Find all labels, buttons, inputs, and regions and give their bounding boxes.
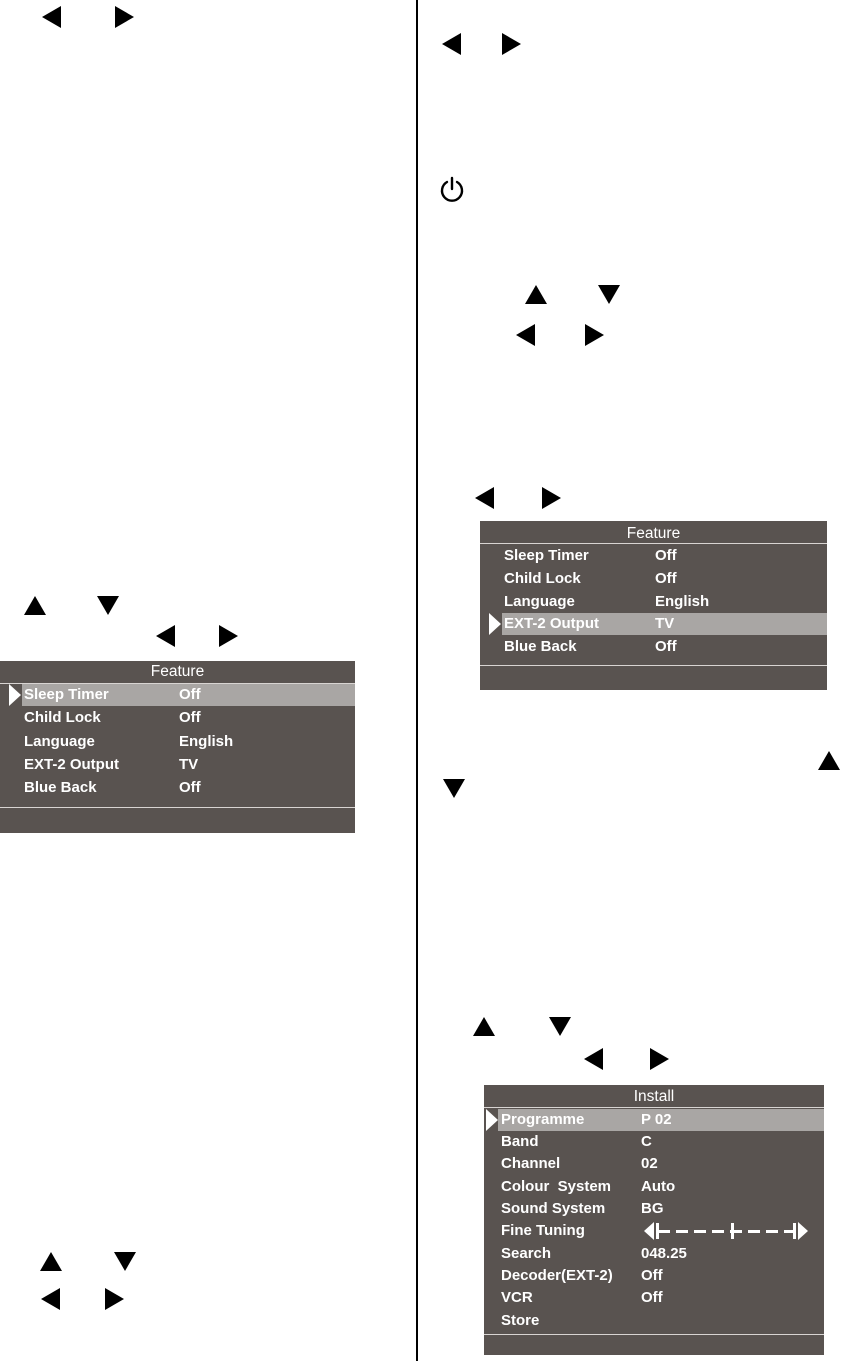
menu-row-channel[interactable]	[484, 1153, 824, 1175]
menu-row-store[interactable]	[484, 1310, 824, 1332]
menu-row-language[interactable]	[0, 731, 355, 753]
menu-row-ext2-output[interactable]	[0, 754, 355, 776]
feature-menu	[0, 661, 355, 833]
menu-row-label: Language	[504, 593, 575, 610]
menu-row-label: Sleep Timer	[24, 686, 109, 703]
menu-row-label: Search	[501, 1245, 552, 1262]
menu-row-programme[interactable]	[484, 1109, 824, 1131]
right-arrow-icon	[502, 33, 521, 55]
left-arrow-icon	[442, 33, 461, 55]
slider-start-tick	[656, 1223, 659, 1239]
menu-row-value: Off	[655, 638, 677, 655]
menu-row-band[interactable]	[484, 1131, 824, 1153]
menu-divider	[484, 1334, 824, 1335]
right-arrow-icon	[650, 1048, 669, 1070]
left-arrow-icon	[475, 487, 494, 509]
menu-row-blue-back[interactable]	[0, 777, 355, 799]
install-menu	[484, 1085, 824, 1355]
menu-row-fine-tuning[interactable]	[484, 1220, 824, 1242]
menu-row-sound-system[interactable]	[484, 1198, 824, 1220]
menu-row-value: Off	[655, 570, 677, 587]
menu-row-value: Off	[641, 1267, 663, 1284]
down-arrow-icon	[443, 779, 465, 798]
right-arrow-icon	[105, 1288, 124, 1310]
down-arrow-icon	[549, 1017, 571, 1036]
menu-row-value: Off	[641, 1289, 663, 1306]
menu-row-label: Store	[501, 1312, 540, 1329]
menu-row-label: EXT-2 Output	[504, 615, 599, 632]
menu-row-label: Child Lock	[504, 570, 581, 587]
slider-right-arrow-icon	[798, 1222, 808, 1240]
selection-arrow-icon	[489, 613, 501, 635]
menu-row-value: Off	[179, 709, 201, 726]
column-divider	[416, 0, 418, 1361]
menu-row-label: Programme	[501, 1111, 585, 1128]
right-arrow-icon	[585, 324, 604, 346]
menu-row-value: TV	[655, 615, 675, 632]
left-arrow-icon	[156, 625, 175, 647]
menu-row-label: Language	[24, 733, 95, 750]
right-arrow-icon	[542, 487, 561, 509]
menu-row-label: Blue Back	[504, 638, 577, 655]
menu-row-label: Blue Back	[24, 779, 97, 796]
menu-row-label: Child Lock	[24, 709, 101, 726]
menu-row-label: Channel	[501, 1155, 561, 1172]
menu-row-value: BG	[641, 1200, 664, 1217]
menu-row-value: C	[641, 1133, 652, 1150]
right-arrow-icon	[115, 6, 134, 28]
menu-row-value: Off	[179, 686, 201, 703]
menu-row-label: Colour System	[501, 1178, 612, 1195]
menu-row-label: Sound System	[501, 1200, 606, 1217]
menu-divider	[480, 543, 827, 544]
menu-row-label: Decoder(EXT-2)	[501, 1267, 613, 1284]
up-arrow-icon	[40, 1252, 62, 1271]
menu-row-label: EXT-2 Output	[24, 756, 119, 773]
menu-divider	[480, 665, 827, 666]
up-arrow-icon	[24, 596, 46, 615]
menu-row-value: P 02	[641, 1111, 672, 1128]
down-arrow-icon	[114, 1252, 136, 1271]
menu-row-value: Off	[179, 779, 201, 796]
left-arrow-icon	[41, 1288, 60, 1310]
menu-row-blue-back[interactable]	[480, 636, 827, 658]
left-arrow-icon	[584, 1048, 603, 1070]
up-arrow-icon	[525, 285, 547, 304]
menu-row-child-lock[interactable]	[0, 707, 355, 729]
slider-track	[658, 1230, 794, 1233]
menu-row-child-lock[interactable]	[480, 568, 827, 590]
menu-row-value: TV	[179, 756, 199, 773]
menu-row-language[interactable]	[480, 591, 827, 613]
menu-row-colour-system[interactable]	[484, 1176, 824, 1198]
menu-row-sleep-timer[interactable]	[0, 684, 355, 706]
slider-left-arrow-icon	[644, 1222, 654, 1240]
selection-arrow-icon	[9, 684, 21, 706]
menu-row-label: Band	[501, 1133, 539, 1150]
fine-tuning-slider[interactable]	[644, 1220, 808, 1242]
left-arrow-icon	[516, 324, 535, 346]
selection-arrow-icon	[486, 1109, 498, 1131]
menu-row-value: Auto	[641, 1178, 676, 1195]
down-arrow-icon	[598, 285, 620, 304]
left-arrow-icon	[42, 6, 61, 28]
menu-row-decoder[interactable]	[484, 1265, 824, 1287]
right-arrow-icon	[219, 625, 238, 647]
menu-row-vcr[interactable]	[484, 1287, 824, 1309]
down-arrow-icon	[97, 596, 119, 615]
menu-row-label: Sleep Timer	[504, 547, 589, 564]
menu-divider	[484, 1107, 824, 1108]
menu-title: Feature	[626, 525, 681, 542]
slider-end-tick	[793, 1223, 796, 1239]
menu-title: Install	[633, 1088, 675, 1105]
menu-row-value: 048.25	[641, 1245, 687, 1262]
menu-row-value: 02	[641, 1155, 658, 1172]
menu-divider	[0, 807, 355, 808]
up-arrow-icon	[818, 751, 840, 770]
menu-row-value: English	[179, 733, 234, 750]
feature-menu	[480, 521, 827, 690]
slider-thumb[interactable]	[731, 1223, 734, 1239]
menu-row-label: Fine Tuning	[501, 1222, 585, 1239]
menu-row-sleep-timer[interactable]	[480, 545, 827, 567]
menu-row-search[interactable]	[484, 1243, 824, 1265]
menu-title: Feature	[150, 663, 205, 680]
up-arrow-icon	[473, 1017, 495, 1036]
menu-row-label: VCR	[501, 1289, 533, 1306]
menu-row-value: Off	[655, 547, 677, 564]
power-icon	[439, 175, 465, 205]
menu-row-value: English	[655, 593, 710, 610]
menu-row-ext2-output[interactable]	[480, 613, 827, 635]
